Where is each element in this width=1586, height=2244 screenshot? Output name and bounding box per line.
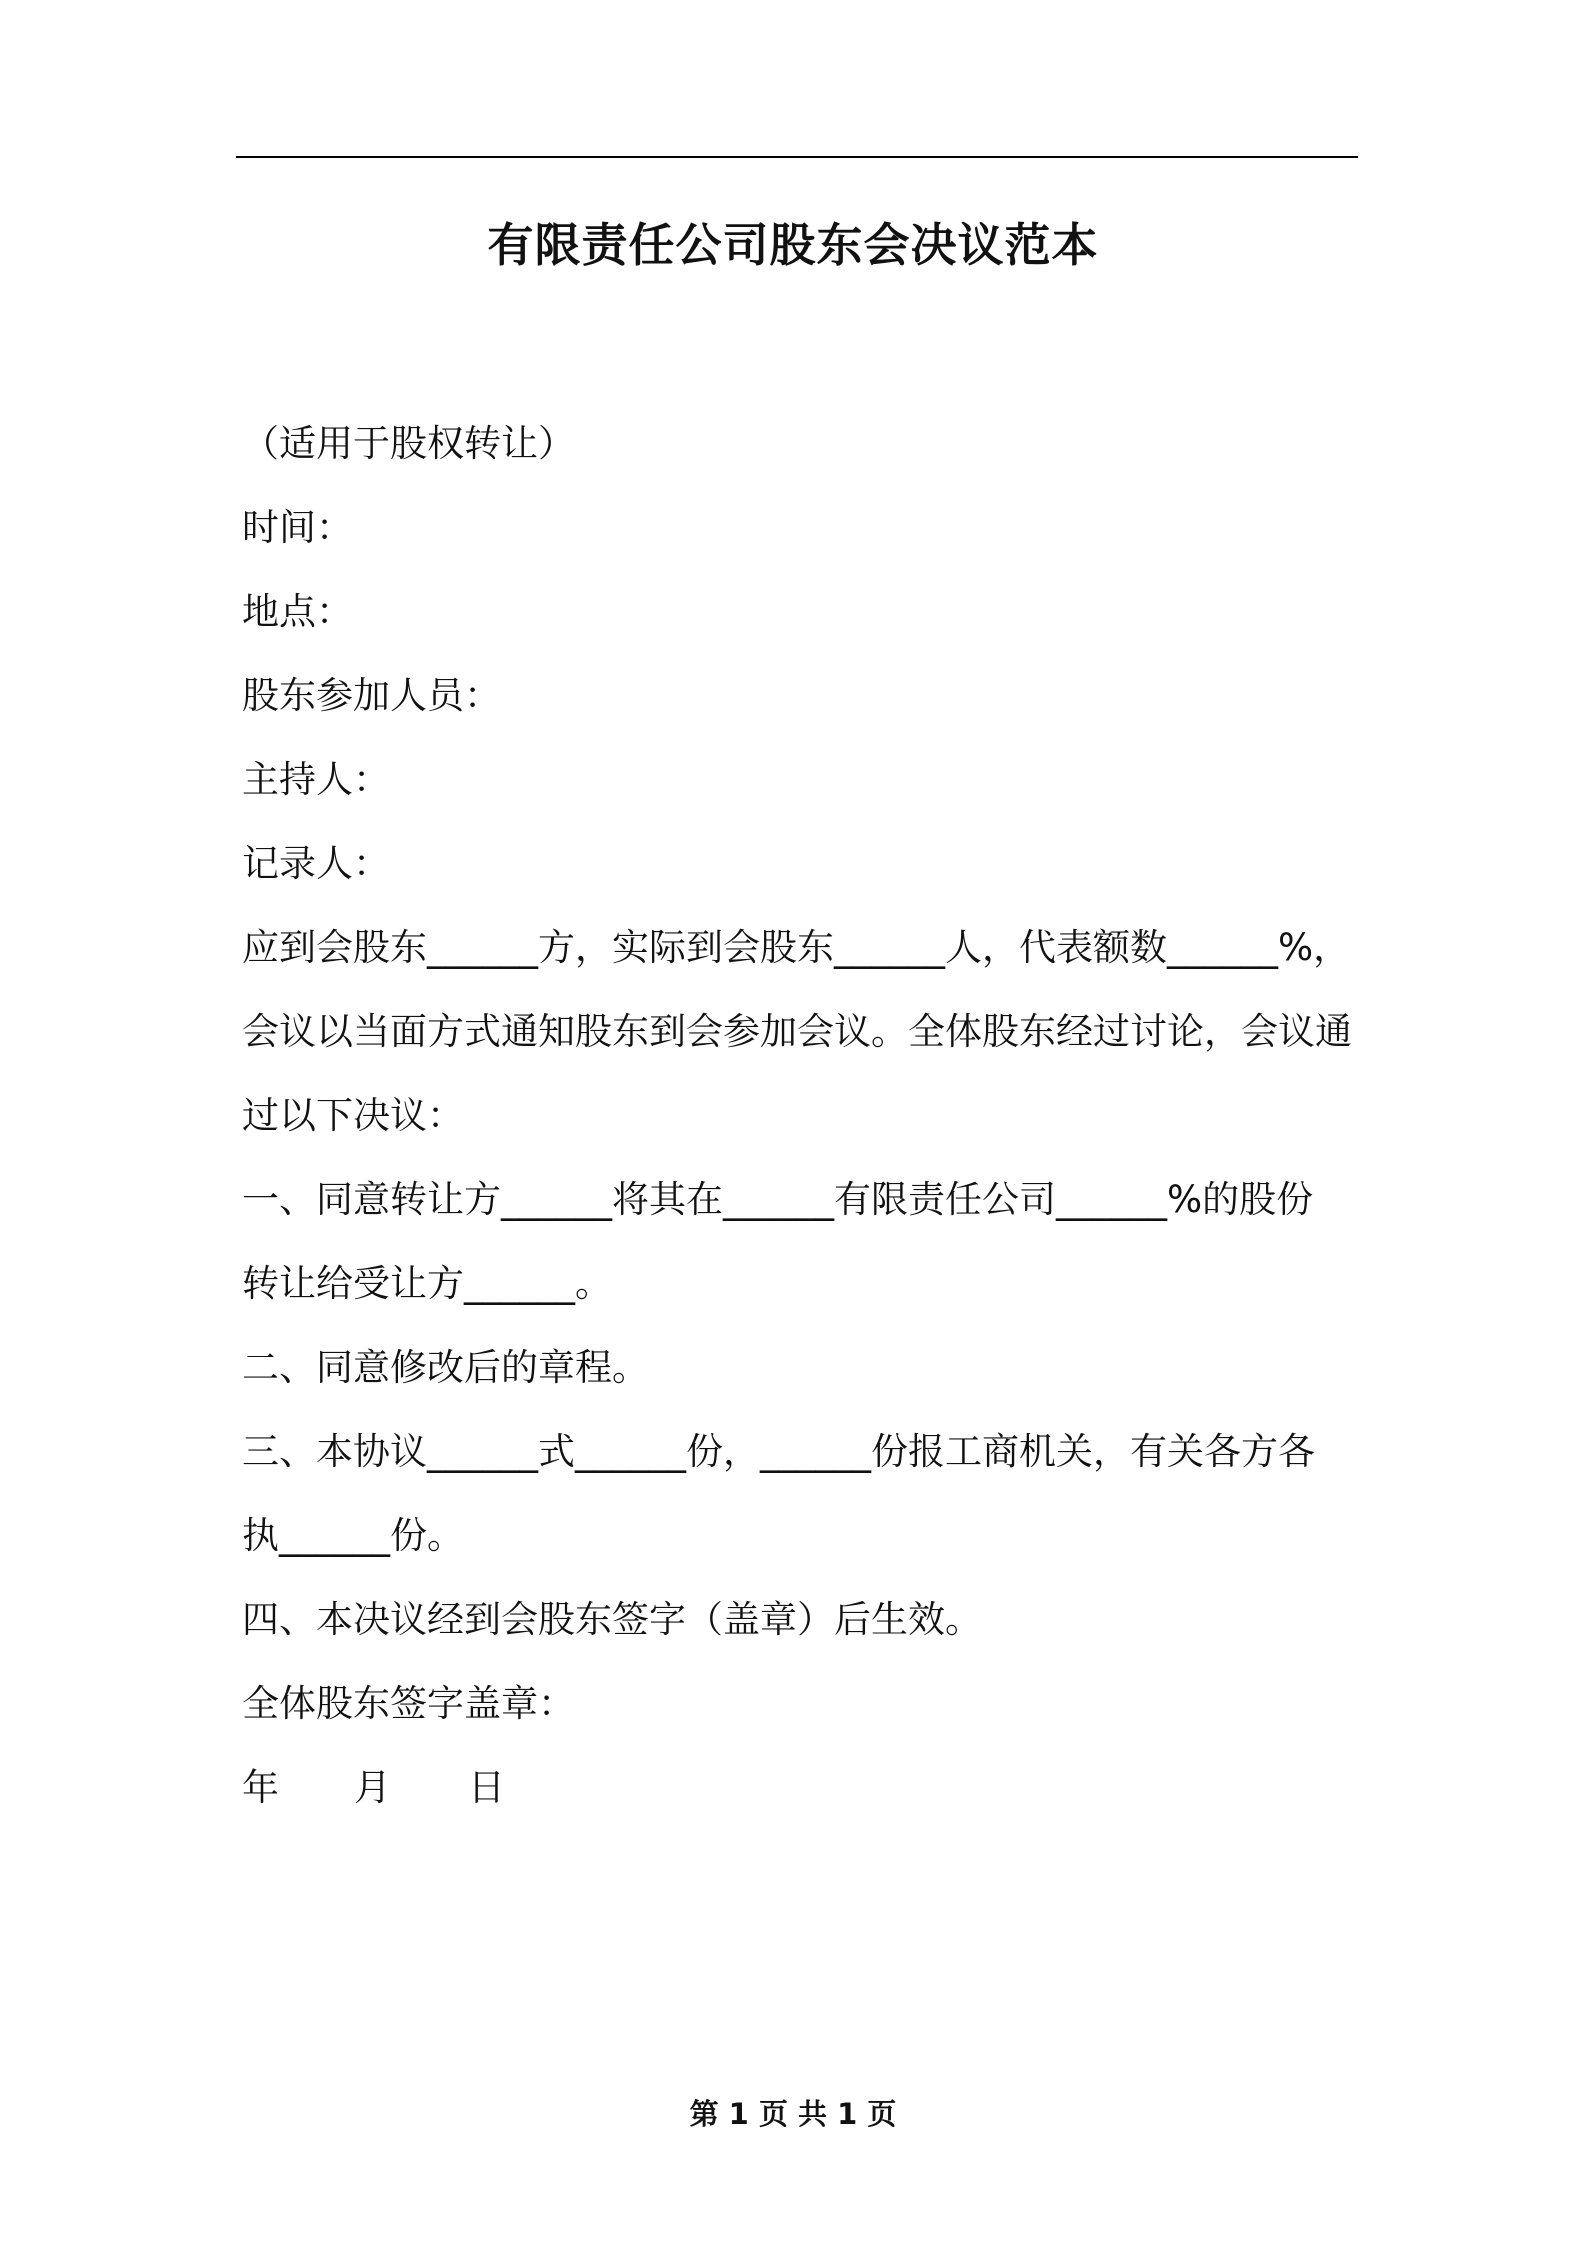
resolution-line: 三、本协议______式______份，______份报工商机关，有关各方各: [242, 1430, 1315, 1473]
field-place: 地点：: [242, 590, 353, 633]
document-body: [242, 402, 1362, 1830]
signature-label: 全体股东签字盖章：: [242, 1682, 575, 1725]
document-title: 有限责任公司股东会决议范本: [487, 218, 1099, 272]
header-rule: [236, 156, 1358, 158]
intro-line: 过以下决议：: [242, 1094, 464, 1137]
field-time: 时间：: [242, 506, 353, 549]
intro-line: 应到会股东______方，实际到会股东______人，代表额数______%，: [242, 926, 1351, 969]
subtitle: （适用于股权转让）: [242, 422, 575, 465]
date-month: 月: [354, 1766, 391, 1809]
field-host: 主持人：: [242, 758, 390, 801]
date-day: 日: [468, 1766, 505, 1809]
intro-line: 会议以当面方式通知股东到会参加会议。全体股东经过讨论，会议通: [242, 1010, 1352, 1053]
resolution-line: 转让给受让方______。: [242, 1262, 612, 1305]
date-year: 年: [242, 1766, 279, 1809]
resolution-line: 四、本决议经到会股东签字（盖章）后生效。: [242, 1598, 982, 1641]
resolution-line: 一、同意转让方______将其在______有限责任公司______%的股份: [242, 1178, 1314, 1221]
date-line: [242, 1746, 1362, 1830]
resolution-line: 执______份。: [242, 1514, 464, 1557]
resolution-line: 二、同意修改后的章程。: [242, 1346, 649, 1389]
page-number: 第 1 页 共 1 页: [689, 2097, 897, 2131]
field-recorder: 记录人：: [242, 842, 390, 885]
field-attendees: 股东参加人员：: [242, 674, 501, 717]
